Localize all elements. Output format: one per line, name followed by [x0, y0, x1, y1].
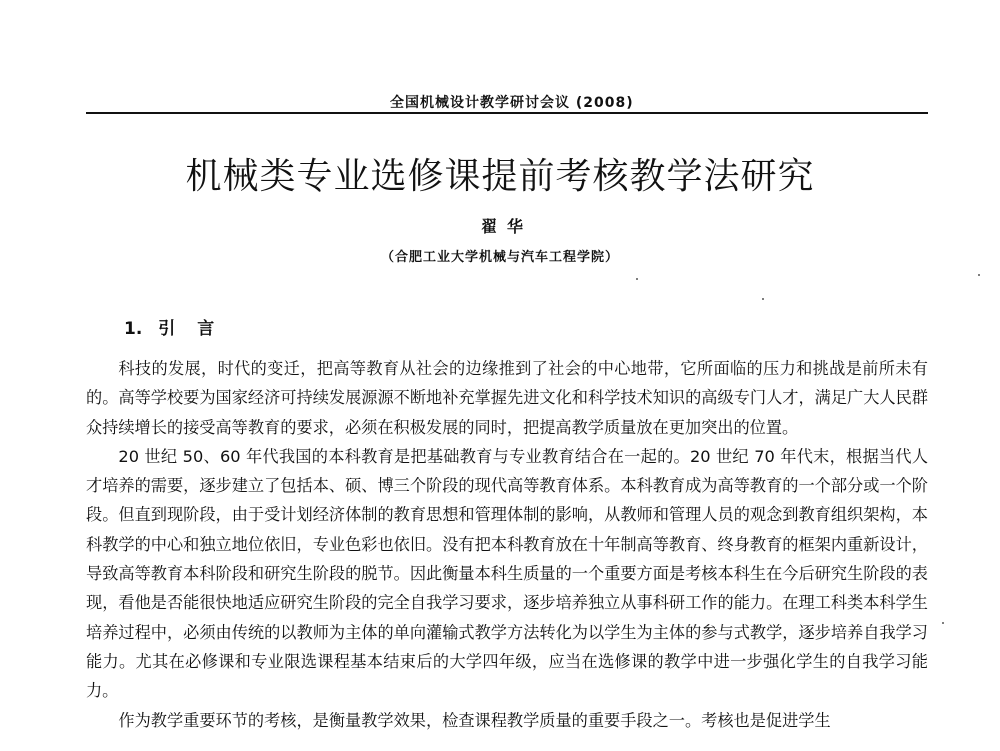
author-affiliation: （合肥工业大学机械与汽车工程学院） — [380, 250, 619, 265]
header-rule — [86, 112, 928, 114]
scan-speck — [942, 622, 944, 624]
running-header: 全国机械设计教学研讨会议 (2008) — [390, 95, 634, 111]
body-text — [86, 354, 928, 735]
scan-speck — [978, 274, 980, 276]
section-number: 1. — [124, 319, 143, 339]
scan-speck — [636, 278, 638, 280]
paragraph-2: 20 世纪 50、60 年代我国的本科教育是把基础教育与专业教育结合在一起的。20 世纪 70 年代末，根据当代人才培养的需要，逐步建立了包括本、硕、博三个阶段的现代高等教育体系。本科教育成为高等教育的一个部分或一个阶段。但直到现阶段，由于受计划经济体制的教育思想和管理体制的影响，从教师和管理人员的观念到教育组织架构，本科教学的中心和独立地位依旧，专业色彩也依旧。没有把本科教育放在十年制高等教育、终身教育的框架内重新设计，导致高等教育本科阶段和研究生阶段的脱节。因此衡量本科生质量的一个重要方面是考核本科生在今后研究生阶段的表现，看他是否能很快地适应研究生阶段的完全自我学习要求，逐步培养独立从事科研工作的能力。在理工科类本科学生培养过程中，必须由传统的以教师为主体的单向灌输式教学方法转化为以学生为主体的参与式教学，逐步培养自我学习能力。尤其在必修课和专业限选课程基本结束后的大学四年级，应当在选修课的教学中进一步强化学生的自我学习能力。 — [86, 446, 928, 701]
author-name: 翟华 — [480, 217, 533, 236]
paragraph-1: 科技的发展，时代的变迁，把高等教育从社会的边缘推到了社会的中心地带，它所面临的压力和挑战是前所未有的。高等学校要为国家经济可持续发展源源不断地补充掌握先进文化和科学技术知识的高级专门人才，满足广大人民群众持续增长的接受高等教育的要求，必须在积极发展的同时，把提高教学质量放在更加突出的位置。 — [86, 359, 928, 437]
paper-title: 机械类专业选修课提前考核教学法研究 — [185, 156, 815, 197]
paragraph-3: 作为教学重要环节的考核，是衡量教学效果，检查课程教学质量的重要手段之一。考核也是促进学生 — [118, 710, 831, 730]
scan-speck — [762, 298, 764, 300]
section-title: 引言 — [158, 319, 237, 339]
section-heading — [124, 314, 236, 339]
